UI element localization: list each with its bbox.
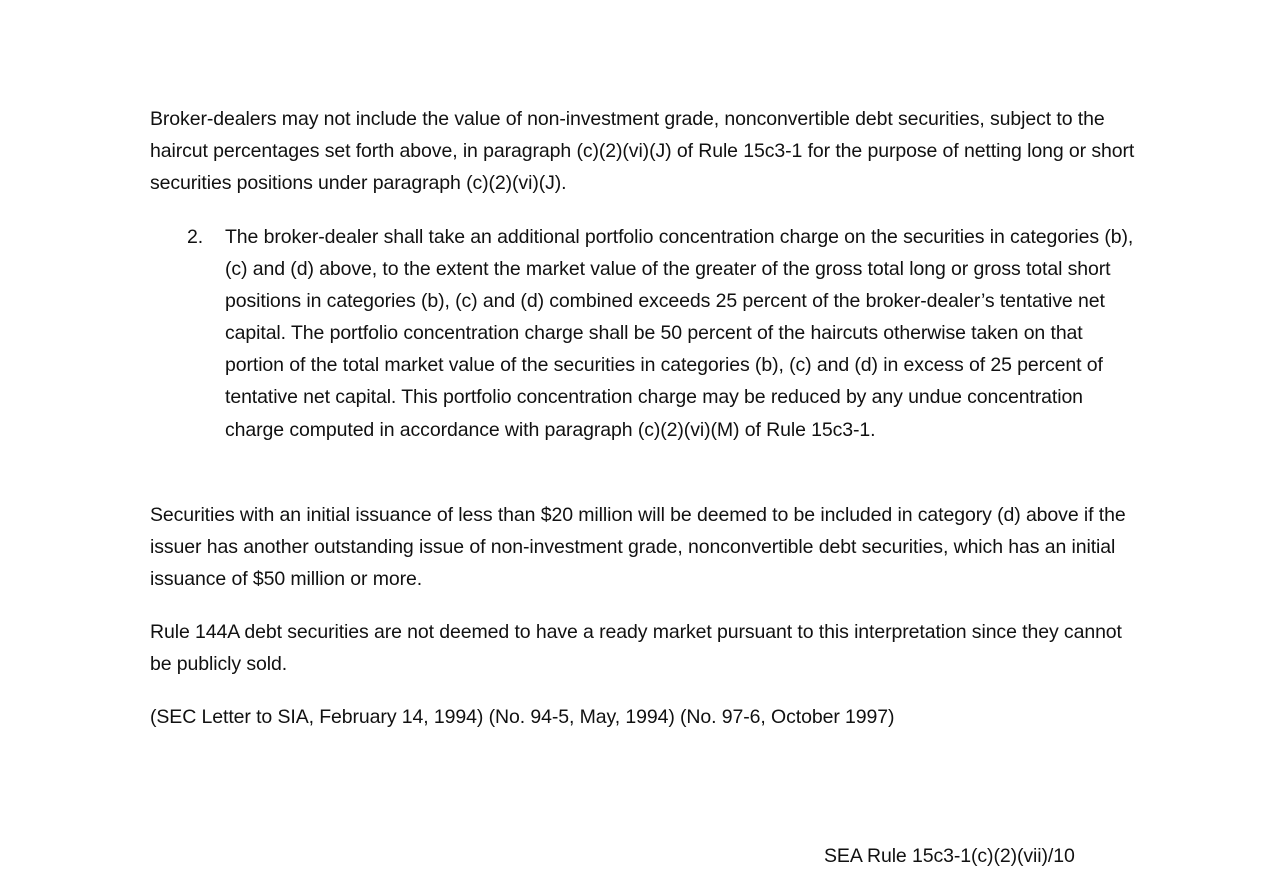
- footer-rule-reference: SEA Rule 15c3-1(c)(2)(vii)/10: [824, 845, 1075, 867]
- list-item-text: The broker-dealer shall take an additional portfolio concentration charge on the securities in categories (b), (c) and (d) above, to the extent the market value of the greater of the gross total long or gross total short positions in categories (b), (c) and (d) combined exceeds 25 percent of the broker-dealer’s tentative net capital. The portfolio concentration charge shall be 50 percent of the haircuts otherwise taken on that portion of the total market value of the securities in categories (b), (c) and (d) in excess of 25 percent of tentative net capital. This portfolio concentration charge may be reduced by any undue concentration charge computed in accordance with paragraph (c)(2)(vi)(M) of Rule 15c3-1.: [225, 226, 1134, 441]
- paragraph-netting: Broker-dealers may not include the value of non-investment grade, nonconvertible debt securities, subject to the haircut percentages set forth above, in paragraph (c)(2)(vi)(J) of Rule 15c3-1 for the purpose of netting long or short securities positions under paragraph (c)(2)(vi)(J).: [150, 108, 1135, 195]
- paragraph-initial-issuance: Securities with an initial issuance of less than $20 million will be deemed to be included in category (d) above if the issuer has another outstanding issue of non-investment grade, nonconvertible debt securities, which has an initial issuance of $50 million or more.: [150, 504, 1126, 591]
- paragraph-rule-144a: Rule 144A debt securities are not deemed to have a ready market pursuant to this interpretation since they cannot be publicly sold.: [150, 621, 1122, 676]
- citation-line: (SEC Letter to SIA, February 14, 1994) (No. 94-5, May, 1994) (No. 97-6, October 1997): [150, 706, 895, 728]
- list-item-number: 2.: [187, 226, 204, 248]
